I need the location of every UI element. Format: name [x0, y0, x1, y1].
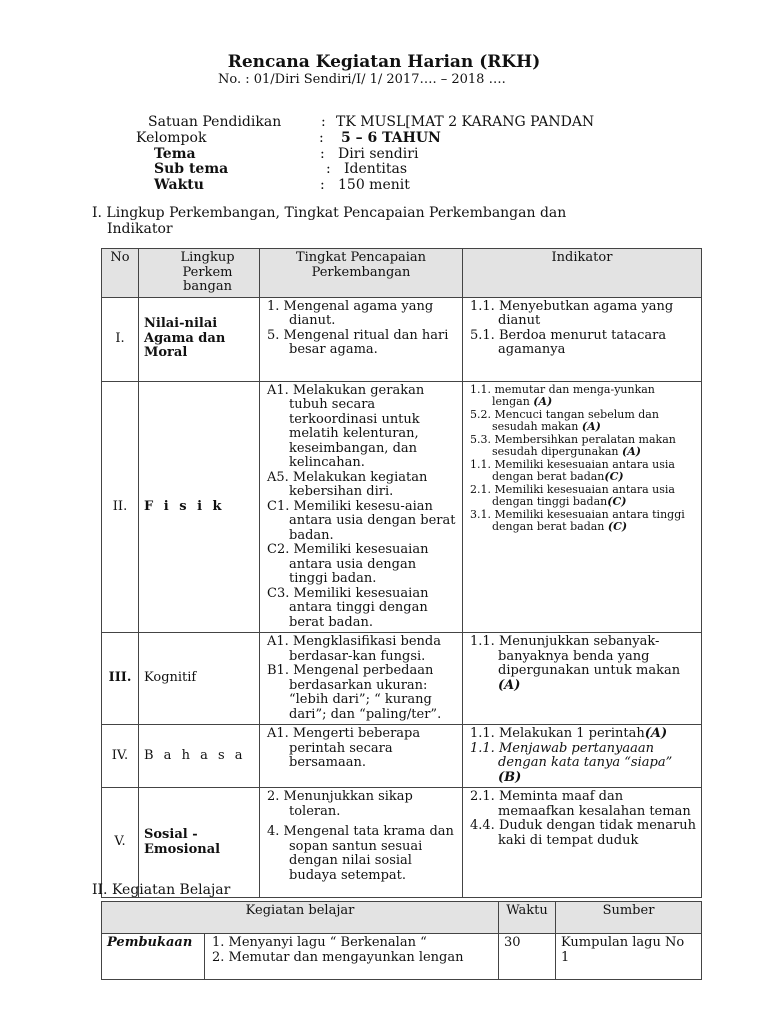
row-number: V.	[102, 788, 139, 898]
table-row	[102, 788, 702, 898]
row-area: F i s i k	[139, 381, 260, 633]
header-kegiatan: Kegiatan belajar	[102, 902, 499, 934]
info-label: Kelompok	[136, 130, 207, 146]
development-table	[101, 248, 702, 898]
info-colon: :	[320, 146, 325, 162]
table-row	[102, 381, 702, 633]
info-label: Tema	[154, 146, 196, 162]
document-number: No. : 01/Diri Sendiri/I/ 1/ 2017…. – 2018 ….	[218, 72, 506, 87]
row-indikator: 2.1. Meminta maaf dan memaafkan kesalahan teman 4.4. Duduk dengan tidak menaruh kaki di tempat duduk	[463, 788, 702, 898]
header-no: No	[102, 249, 139, 298]
info-value: 150 menit	[338, 177, 410, 193]
info-colon: :	[319, 130, 324, 146]
row-tpp: A1. Melakukan gerakan tubuh secara terkoordinasi untuk melatih kelenturan, keseimbangan, dan kelincahan. A5. Melakukan kegiatan kebersihan diri. C1. Memiliki kesesu-aian antara usia dengan berat badan. C2. Memiliki kesesuaian antara usia dengan tinggi badan. C3. Memiliki kesesuaian antara tinggi dengan berat badan.	[260, 381, 463, 633]
phase-label: Pembukaan	[102, 934, 205, 980]
info-label: Sub tema	[154, 161, 229, 177]
table-header-row	[102, 902, 702, 934]
row-tpp: A1. Mengklasifikasi benda berdasar-kan fungsi. B1. Mengenal perbedaan berdasarkan ukuran: “lebih dari”; “ kurang dari”; dan “paling/ter”.	[260, 633, 463, 725]
activity-table	[101, 901, 702, 980]
header-waktu: Waktu	[499, 902, 556, 934]
row-indikator: 1.1. Melakukan 1 perintah(A) 1.1. Menjawab pertanyaaan dengan kata tanya “siapa” (B)	[463, 725, 702, 788]
info-value: Diri sendiri	[338, 146, 419, 162]
section1-heading: I. Lingkup Perkembangan, Tingkat Pencapaian Perkembangan dan Indikator	[92, 205, 567, 237]
section2-heading: II. Kegiatan Belajar	[92, 882, 231, 898]
table-row	[102, 725, 702, 788]
info-label: Waktu	[154, 177, 204, 193]
row-indikator: 1.1. Menunjukkan sebanyak-banyaknya benda yang dipergunakan untuk makan (A)	[463, 633, 702, 725]
header-sumber: Sumber	[556, 902, 702, 934]
row-number: I.	[102, 297, 139, 381]
info-colon: :	[321, 114, 326, 130]
row-area: Nilai-nilai Agama dan Moral	[139, 297, 260, 381]
table-row	[102, 297, 702, 381]
activity-time: 30	[499, 934, 556, 980]
row-number: IV.	[102, 725, 139, 788]
row-tpp: 2. Menunjukkan sikap toleran. 4. Mengenal tata krama dan sopan santun sesuai dengan nilai sosial budaya setempat.	[260, 788, 463, 898]
info-colon: :	[326, 161, 331, 177]
table-row	[102, 934, 702, 980]
document-title: Rencana Kegiatan Harian (RKH)	[227, 52, 541, 72]
header-lingkup: Lingkup Perkem bangan	[139, 249, 260, 298]
header-tpp: Tingkat Pencapaian Perkembangan	[260, 249, 463, 298]
table-header-row	[102, 249, 702, 298]
row-area: Kognitif	[139, 633, 260, 725]
info-value: Identitas	[344, 161, 408, 177]
row-number: II.	[102, 381, 139, 633]
info-label: Satuan Pendidikan	[148, 114, 282, 130]
row-area: Sosial - Emosional	[139, 788, 260, 898]
info-value: TK MUSL[MAT 2 KARANG PANDAN	[336, 114, 595, 130]
row-tpp: A1. Mengerti beberapa perintah secara bersamaan.	[260, 725, 463, 788]
row-indikator: 1.1. memutar dan menga-yunkan lengan (A) 5.2. Mencuci tangan sebelum dan sesudah makan (A) 5.3. Membersihkan peralatan makan sesudah dipergunakan (A) 1.1. Memiliki kesesuaian antara usia dengan berat badan(C) 2.1. Memiliki kesesuaian antara usia dengan tinggi badan(C) 3.1. Memiliki kesesuaian antara tinggi dengan berat badan (C)	[463, 381, 702, 633]
table-row	[102, 633, 702, 725]
row-area: B a h a s a	[139, 725, 260, 788]
activity-items: 1. Menyanyi lagu “ Berkenalan “ 2. Memutar dan mengayunkan lengan	[205, 934, 499, 980]
row-number: III.	[102, 633, 139, 725]
info-value: 5 – 6 TAHUN	[341, 130, 441, 146]
row-tpp: 1. Mengenal agama yang dianut. 5. Mengenal ritual dan hari besar agama.	[260, 297, 463, 381]
info-colon: :	[320, 177, 325, 193]
activity-source: Kumpulan lagu No 1	[556, 934, 702, 980]
row-indikator: 1.1. Menyebutkan agama yang dianut 5.1. Berdoa menurut tatacara agamanya	[463, 297, 702, 381]
header-indikator: Indikator	[463, 249, 702, 298]
